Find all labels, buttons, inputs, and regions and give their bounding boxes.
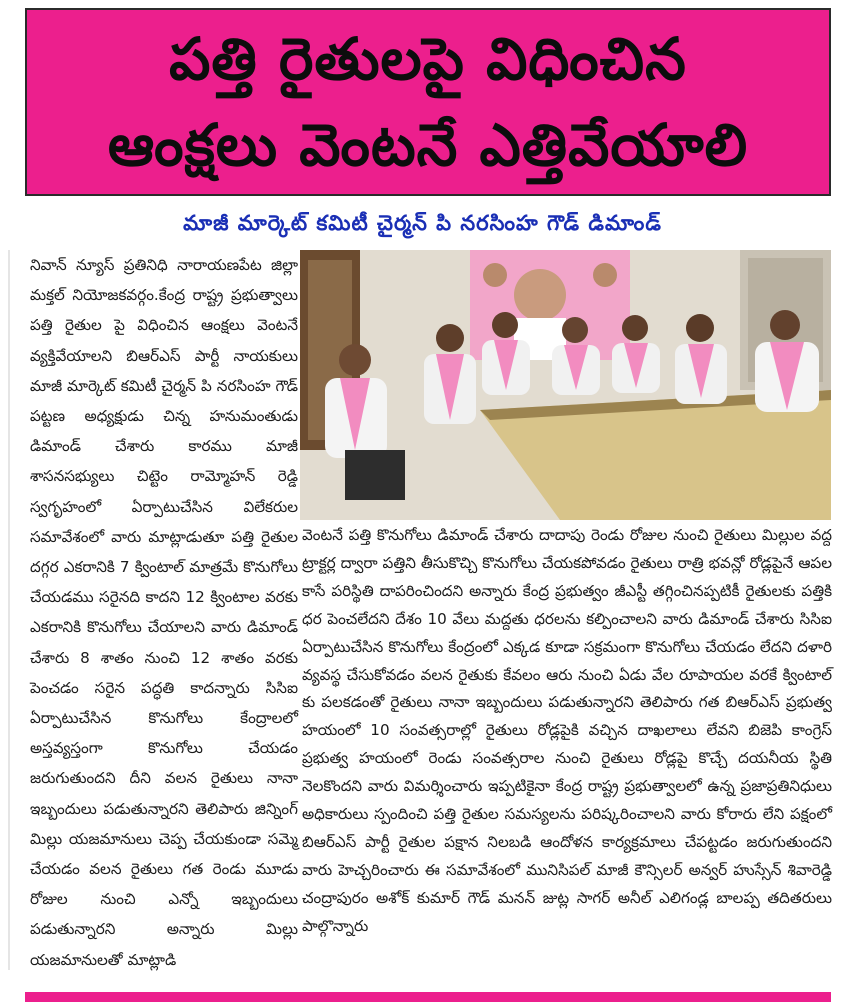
press-meet-illustration [300,250,831,520]
headline-line-2: ఆంక్షలు వెంటనే ఎత్తివేయాలి [107,111,749,179]
article-bottom-text: వెంటనే పత్తి కొనుగోలు డిమాండ్ చేశారు దాదాపు రెండు రోజుల నుంచి రైతులు మిల్లుల వద్ద ట్రాక్టర్ల ద్వారా పత్తిని తీసుకొచ్చి కొనుగోలు చేయకపోవడం రైతులు రాత్రి భవన్లో రోడ్లపైనే ఆపల కాసే పరిస్థితి దాపరించిందని అన్నారు కేంద్ర ప్రభుత్వం జీఎస్టీ తగ్గించినప్పటికీ రైతులకు పత్తికి ధర పెంచలేదని దేశం 10 వేలు మద్దతు ధరలను కల్పించాలని వారు డిమాండ్ చేశారు సిసిఐ ఏర్పాటుచేసిన కొనుగోలు కేంద్రంలో ఎక్కడ కూడా సక్రమంగా కొనుగోలు చేయడం లేదని దళారి వ్యవస్థ చేసుకోవడం వలన రైతుకు కేవలం ఆరు నుంచి ఏడు వేల రూపాయల వరకే క్వింటాల్ కు పలకడంతో రైతులు నానా ఇబ్బందులు పడుతున్నారని తెలిపారు గత బిఆర్ఎస్ ప్రభుత్వ హయంలో 10 సంవత్సరాల్లో రైతులు రోడ్లపైకి వచ్చిన దాఖలాలు లేవని బిజెపి కాంగ్రెస్ ప్రభుత్వ హయంలో రెండు సంవత్సరాల నుంచి రైతులు రోడ్లపై కొచ్చే దయనీయ స్థితి నెలకొందని వారు విమర్శించారు ఇప్పటికైనా కేంద్ర రాష్ట్ర ప్రభుత్వాలలో ఉన్న ప్రజాప్రతినిధులు అధికారులు స్పందించి పత్తి రైతుల సమస్యలను పరిష్కరించాలని వారు కోరారు లేని పక్షంలో బిఆర్ఎస్ పార్టీ రైతుల పక్షాన నిలబడి ఆందోళన కార్యక్రమాలు చేపట్టడం జరుగుతుందని వారు హెచ్చరించారు ఈ సమావేశంలో మునిసిపల్ మాజీ కౌన్సిలర్ అన్వర్ హుస్సేన్ శివారెడ్డి చంద్రాపురం అశోక్ కుమార్ గౌడ్ మనన్ జుట్ల సాగర్ అనీల్ ఎలిగండ్ల బాలప్ప తదితరులు పాల్గొన్నారు [302,526,832,935]
article-left-column [30,250,298,975]
subheading: మాజీ మార్కెట్ కమిటీ చైర్మన్ పి నరసింహ గౌడ్ డిమాండ్ [183,211,662,235]
page-edge-divider [8,250,10,970]
footer-bar [25,992,831,1002]
article-left-text: నివాన్ న్యూస్ ప్రతినిధి నారాయణపేట జిల్లా మక్తల్ నియోజకవర్గం.కేంద్ర రాష్ట్ర ప్రభుత్వాలు పత్తి రైతుల పై విధించిన ఆంక్షలు వెంటనే వ్యక్తివేయాలని బిఆర్ఎస్ పార్టీ నాయకులు మాజీ మార్కెట్ కమిటీ చైర్మన్ పి నరసింహ గౌడ్ పట్టణ అధ్యక్షుడు చిన్న హనుమంతుడు డిమాండ్ చేశారు కారము మాజీ శాసనసభ్యులు చిట్టెం రామ్మోహన్ రెడ్డి స్వగృహంలో ఏర్పాటుచేసిన విలేకరుల సమావేశంలో వారు మాట్లాడుతూ పత్తి రైతుల దగ్గర ఎకరానికి 7 క్వింటాల్ మాత్రమే కొనుగోలు చేయడము సరైనది కాదని 12 క్వింటాల వరకు ఎకరానికి కొనుగోలు చేయాలని వారు డిమాండ్ చేశారు 8 శాతం నుంచి 12 శాతం వరకు పెంచడం సరైన పద్ధతి కాదన్నారు సిసిఐ ఏర్పాటుచేసిన కొనుగోలు కేంద్రాలలో అస్తవ్యస్తంగా కొనుగోలు చేయడం జరుగుతుందని దీని వలన రైతులు నానా ఇబ్బందులు పడుతున్నారని తెలిపారు జిన్నింగ్ మిల్లు యజమానులు చెప్ప చేయకుండా సమ్మె చేయడం వలన రైతులు గత రెండు మూడు రోజుల నుంచి ఎన్నో ఇబ్బందులు పడుతున్నారని అన్నారు మిల్లు యజమానులతో మాట్లాడి [30,256,298,969]
headline-banner [25,8,831,196]
press-meet-photo [300,250,831,520]
headline-line-1: పత్తి రైతులపై విధించిన [169,25,687,93]
article-bottom-column [302,522,832,941]
